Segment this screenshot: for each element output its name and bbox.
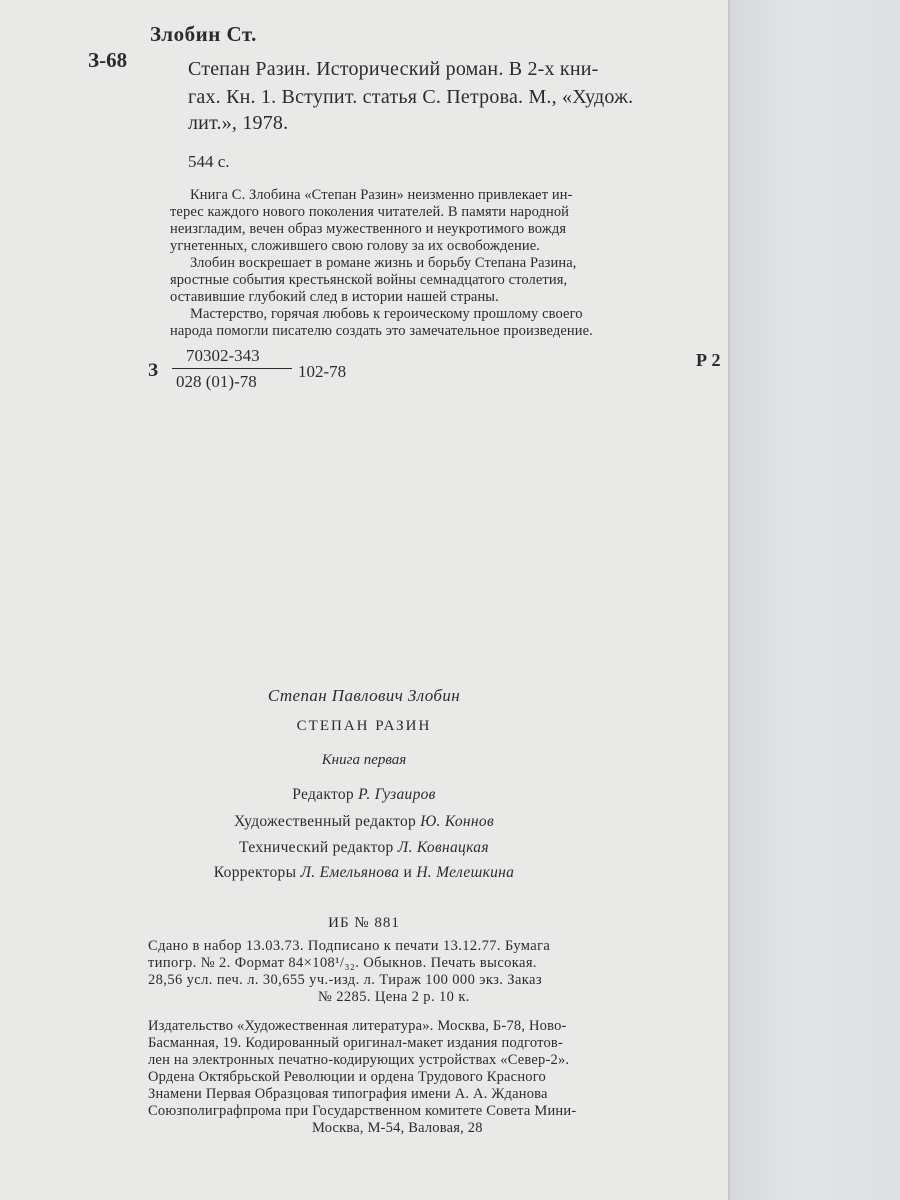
staff-role: Художественный редактор [234,813,417,830]
biblio-line: Степан Разин. Исторический роман. В 2-х кни- [188,58,599,80]
publisher-line: лен на электронных печатно-кодирующих устройствах «Север-2». [148,1052,570,1068]
staff-name: Л. Емельянова [300,864,400,881]
classification-denominator: 028 (01)-78 [176,372,257,391]
staff-name: Р. Гузаиров [358,786,436,803]
annotation-line: неизгладим, вечен образ мужественного и неукротимого вождя [170,221,567,237]
publisher-line: Ордена Октябрьской Революции и ордена Трудового Красного [148,1069,546,1085]
print-data-line: № 2285. Цена 2 р. 10 к. [318,989,470,1005]
staff-name: Ю. Коннов [420,813,494,830]
print-data-line: Сдано в набор 13.03.73. Подписано к печати 13.12.77. Бумага [148,938,551,954]
annotation-line: угнетенных, сложившего свою голову за их освобождение. [170,238,540,254]
staff-line [0,839,728,857]
biblio-line: лит.», 1978. [188,112,289,134]
classification-code: 102-78 [298,362,347,381]
staff-line [0,813,728,831]
staff-role: Корректоры [213,864,297,881]
annotation-line: оставившие глубокий след в истории нашей страны. [170,289,499,305]
annotation-line: яростные события крестьянской войны семнадцатого столетия, [170,272,568,288]
annotation-line: Злобин воскрешает в романе жизнь и борьбу Степана Разина, [190,255,577,271]
book-part: Книга первая [321,752,407,768]
publisher-line: Союзполиграфпрома при Государственном комитете Совета Мини- [148,1103,577,1119]
page-edge-background [730,0,900,1200]
annotation-line: Мастерство, горячая любовь к героическому прошлому своего [190,306,583,322]
staff-line [0,864,728,882]
staff-role: Технический редактор [239,839,394,856]
biblio-line: гах. Кн. 1. Вступит. статья С. Петрова. М., «Худож. [188,86,634,108]
staff-role: Редактор [292,786,354,803]
staff-line [0,786,728,804]
staff-name: Н. Мелешкина [416,864,515,881]
publisher-line: Издательство «Художественная литература». Москва, Б-78, Ново- [148,1018,567,1034]
classification-right-code: Р 2 [696,350,721,370]
print-data-line: 28,56 усл. печ. л. 30,655 уч.-изд. л. Тираж 100 000 экз. Заказ [148,972,542,988]
print-data-line: типогр. № 2. Формат 84×108¹/₃₂. Обыкнов. Печать высокая. [148,955,537,971]
annotation-line: народа помогли писателю создать это замечательное произведение. [170,323,593,339]
staff-name: Л. Ковнацкая [397,839,489,856]
classification-letter: З [148,360,159,381]
staff-joiner: и [403,864,413,881]
annotation-line: Книга С. Злобина «Степан Разин» неизменно привлекает ин- [190,187,573,203]
ib-number: ИБ № 881 [328,915,400,931]
shelf-code: З-68 [88,48,128,72]
catalog-author: Злобин Ст. [150,22,257,46]
book-title: СТЕПАН РАЗИН [296,718,432,734]
publisher-line: Басманная, 19. Кодированный оригинал-макет издания подготов- [148,1035,563,1051]
publisher-line: Знамени Первая Образцовая типография имени А. А. Жданова [148,1086,548,1102]
classification-numerator: 70302-343 [186,346,260,365]
printer-address: Москва, М-54, Валовая, 28 [312,1120,483,1136]
fraction-line [172,368,292,369]
full-author-name: Степан Павлович Злобин [267,686,461,705]
page-count: 544 с. [188,152,230,171]
annotation-line: терес каждого нового поколения читателей. В памяти народной [170,204,570,220]
